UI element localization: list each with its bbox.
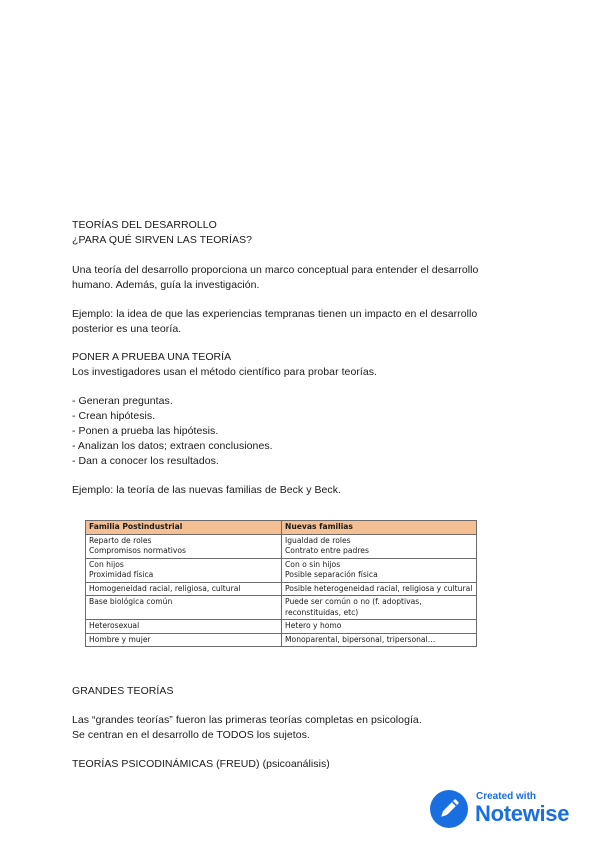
intro-line-1: Una teoría del desarrollo proporciona un marco conceptual para entender el desarrollo bbox=[72, 264, 479, 276]
notewise-watermark bbox=[430, 788, 590, 832]
cell-line: Base biológica común bbox=[89, 597, 173, 606]
table-cell bbox=[86, 596, 282, 620]
table-cell bbox=[282, 534, 477, 558]
cell-line: Igualdad de roles bbox=[285, 535, 351, 545]
families-comparison-table bbox=[85, 520, 477, 647]
table-row bbox=[86, 633, 477, 647]
table-cell bbox=[282, 558, 477, 582]
table-row bbox=[86, 534, 477, 558]
table-row bbox=[86, 596, 477, 620]
table-cell bbox=[282, 633, 477, 647]
grand-line-1: Las “grandes teorías” fueron las primeras teorías completas en psicología. bbox=[72, 714, 422, 726]
table-cell bbox=[282, 582, 477, 596]
cell-line: Posible heterogeneidad racial, religiosa y cultural bbox=[285, 583, 473, 593]
table-cell bbox=[86, 534, 282, 558]
table-cell bbox=[86, 633, 282, 647]
testing-title: PONER A PRUEBA UNA TEORÍA bbox=[72, 351, 232, 363]
grand-title: GRANDES TEORÍAS bbox=[72, 685, 174, 697]
pencil-icon bbox=[430, 790, 468, 828]
logo-brand: Notewise bbox=[475, 801, 570, 826]
logo-created-with: Created with bbox=[476, 791, 537, 802]
table-row bbox=[86, 558, 477, 582]
intro-line-2: humano. Además, guía la investigación. bbox=[72, 279, 260, 291]
cell-line: Contrato entre padres bbox=[285, 546, 369, 555]
cell-line: Proximidad física bbox=[89, 570, 154, 579]
table-row bbox=[86, 620, 477, 634]
example1-line-2: posterior es una teoría. bbox=[72, 323, 182, 335]
cell-line: Con o sin hijos bbox=[285, 559, 341, 569]
cell-line: Puede ser común o no (f. adoptivas, reconstituidas, etc) bbox=[285, 597, 422, 617]
psycho-title: TEORÍAS PSICODINÁMICAS (FREUD) (psicoanálisis) bbox=[72, 758, 330, 770]
table-cell bbox=[282, 596, 477, 620]
table-header-cell: Nuevas familias bbox=[282, 521, 477, 535]
step-item: - Analizan los datos; extraen conclusiones. bbox=[72, 440, 273, 452]
example1-line-1: Ejemplo: la idea de que las experiencias tempranas tienen un impacto en el desarrollo bbox=[72, 308, 478, 320]
doc-title: TEORÍAS DEL DESARROLLO bbox=[72, 219, 217, 231]
cell-line: Hombre y mujer bbox=[89, 634, 151, 644]
cell-line: Compromisos normativos bbox=[89, 546, 186, 555]
cell-line: Monoparental, bipersonal, tripersonal… bbox=[285, 634, 436, 644]
testing-lead: Los investigadores usan el método científico para probar teorías. bbox=[72, 366, 378, 378]
cell-line: Reparto de roles bbox=[89, 535, 152, 545]
cell-line: Homogeneidad racial, religiosa, cultural bbox=[89, 583, 241, 593]
cell-line: Hetero y homo bbox=[285, 621, 342, 630]
table-cell bbox=[86, 582, 282, 596]
table-cell bbox=[86, 620, 282, 634]
table-cell bbox=[86, 558, 282, 582]
logo-circle bbox=[430, 790, 468, 828]
cell-line: Con hijos bbox=[89, 559, 124, 569]
testing-example: Ejemplo: la teoría de las nuevas familias de Beck y Beck. bbox=[72, 484, 341, 496]
step-item: - Dan a conocer los resultados. bbox=[72, 455, 219, 467]
step-item: - Ponen a prueba las hipótesis. bbox=[72, 425, 219, 437]
doc-question: ¿PARA QUÉ SIRVEN LAS TEORÍAS? bbox=[72, 234, 253, 246]
cell-line: Heterosexual bbox=[89, 621, 140, 630]
step-item: - Crean hipótesis. bbox=[72, 410, 156, 422]
table-header-cell: Familia Postindustrial bbox=[86, 521, 282, 535]
table-row bbox=[86, 582, 477, 596]
cell-line: Posible separación física bbox=[285, 570, 378, 579]
step-item: - Generan preguntas. bbox=[72, 395, 173, 407]
grand-line-2: Se centran en el desarrollo de TODOS los sujetos. bbox=[72, 729, 310, 741]
table-header-row bbox=[86, 521, 477, 535]
table-cell bbox=[282, 620, 477, 634]
